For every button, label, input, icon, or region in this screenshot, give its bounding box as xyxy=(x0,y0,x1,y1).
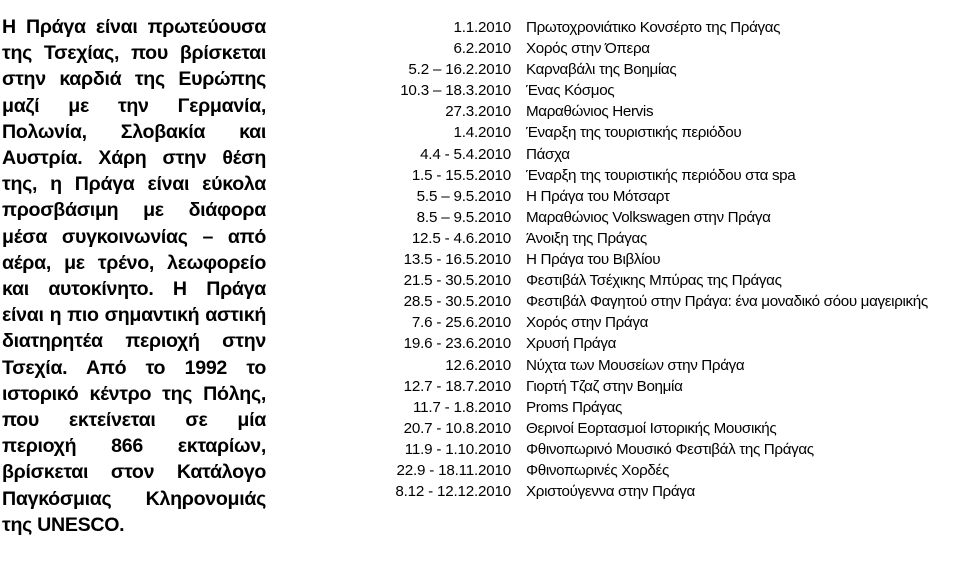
event-date: 11.7 - 1.8.2010 xyxy=(412,398,511,416)
events-table-body xyxy=(355,17,955,502)
event-name: Θερινοί Εορτασμοί Ιστορικής Μουσικής xyxy=(526,419,777,437)
event-row xyxy=(355,481,955,502)
event-date: 8.12 - 12.12.2010 xyxy=(395,483,511,501)
event-date: 12.5 - 4.6.2010 xyxy=(411,229,511,247)
event-row xyxy=(355,439,955,460)
event-date: 8.5 – 9.5.2010 xyxy=(416,208,511,226)
event-row xyxy=(355,38,955,59)
event-name: Η Πράγα του Μότσαρτ xyxy=(526,187,670,205)
event-row xyxy=(355,333,955,354)
event-name: Άνοιξη της Πράγας xyxy=(526,229,647,247)
event-row xyxy=(355,249,955,270)
event-name: Φθινοπωρινό Μουσικό Φεστιβάλ της Πράγας xyxy=(526,440,814,458)
event-name: Νύχτα των Μουσείων στην Πράγα xyxy=(526,356,745,374)
event-name: Χρυσή Πράγα xyxy=(526,335,617,353)
event-row xyxy=(355,418,955,439)
event-name: Proms Πράγας xyxy=(526,398,622,416)
event-date: 1.1.2010 xyxy=(453,19,511,36)
event-date: 12.7 - 18.7.2010 xyxy=(403,377,511,395)
event-date: 28.5 - 30.5.2010 xyxy=(403,293,511,311)
event-date: 27.3.2010 xyxy=(445,103,511,121)
event-row xyxy=(355,312,955,333)
event-name: Πάσχα xyxy=(526,145,570,163)
event-name: Μαραθώνιος Hervis xyxy=(526,103,654,121)
event-row xyxy=(355,228,955,249)
event-row xyxy=(355,165,955,186)
event-row xyxy=(355,122,955,143)
event-name: Έναρξη της τουριστικής περιόδου στα spa xyxy=(526,166,796,184)
event-date: 10.3 – 18.3.2010 xyxy=(400,82,511,100)
event-name: Έναρξη της τουριστικής περιόδου xyxy=(526,124,742,142)
event-row xyxy=(355,397,955,418)
event-date: 21.5 - 30.5.2010 xyxy=(403,272,511,290)
event-date: 1.4.2010 xyxy=(453,124,511,142)
event-name: Γιορτή Τζαζ στην Βοημία xyxy=(526,377,683,395)
event-row xyxy=(355,207,955,228)
event-name: Η Πράγα του Βιβλίου xyxy=(526,251,661,269)
event-name: Μαραθώνιος Volkswagen στην Πράγα xyxy=(526,208,771,226)
event-date: 5.5 – 9.5.2010 xyxy=(416,187,511,205)
event-row xyxy=(355,59,955,80)
intro-paragraph: Η Πράγα είναι πρωτεύουσα της Τσεχίας, που βρίσκεται στην καρδιά της Ευρώπης μαζί με την Γερμανία, Πολωνία, Σλοβακία και Αυστρία. Χάρη στην θέση της, η Πράγα είναι εύκολα προσβάσιμη με διάφορα μέσα συγκοινωνίας – από αέρα, με τρένο, λεωφορείο και αυτοκίνητο. Η Πράγα είναι η πιο σημαντική αστική διατηρητέα περιοχή στην Τσεχία. Από το 1992 το ιστορικό κέντρο της Πόλης, που εκτείνεται σε μία περιοχή 866 εκταρίων, βρίσκεται στον Κατάλογο Παγκόσμιας Κληρονομιάς της UNESCO. xyxy=(2,16,266,536)
event-name: Καρναβάλι της Βοημίας xyxy=(526,61,677,79)
event-row xyxy=(355,17,955,38)
event-name: Ένας Κόσμος xyxy=(526,82,615,100)
event-name: Χορός στην Όπερα xyxy=(526,40,650,58)
event-row xyxy=(355,460,955,481)
event-row xyxy=(355,144,955,165)
event-date: 20.7 - 10.8.2010 xyxy=(403,419,511,437)
event-name: Χορός στην Πράγα xyxy=(526,314,648,332)
event-date: 12.6.2010 xyxy=(445,356,511,374)
event-name: Φεστιβάλ Φαγητού στην Πράγα: ένα μοναδικό σόου μαγειρικής xyxy=(526,293,928,311)
event-date: 6.2.2010 xyxy=(453,40,511,58)
event-row xyxy=(355,80,955,101)
event-date: 5.2 – 16.2.2010 xyxy=(408,61,511,79)
event-name: Φθινοπωρινές Χορδές xyxy=(526,461,669,479)
event-row xyxy=(355,376,955,397)
event-row xyxy=(355,101,955,122)
event-name: Φεστιβάλ Τσέχικης Μπύρας της Πράγας xyxy=(526,272,782,290)
event-name: Χριστούγεννα στην Πράγα xyxy=(526,483,695,501)
event-date: 13.5 - 16.5.2010 xyxy=(403,251,511,269)
event-date: 11.9 - 1.10.2010 xyxy=(404,440,511,458)
event-name: Πρωτοχρονιάτικο Κονσέρτο της Πράγας xyxy=(526,19,781,36)
event-date: 7.6 - 25.6.2010 xyxy=(411,314,511,332)
event-date: 1.5 - 15.5.2010 xyxy=(411,166,511,184)
event-row xyxy=(355,270,955,291)
event-row xyxy=(355,186,955,207)
events-table xyxy=(355,17,955,502)
event-date: 22.9 - 18.11.2010 xyxy=(396,461,511,479)
event-row xyxy=(355,355,955,376)
event-row xyxy=(355,291,955,312)
event-date: 19.6 - 23.6.2010 xyxy=(403,335,511,353)
event-date: 4.4 - 5.4.2010 xyxy=(420,145,511,163)
